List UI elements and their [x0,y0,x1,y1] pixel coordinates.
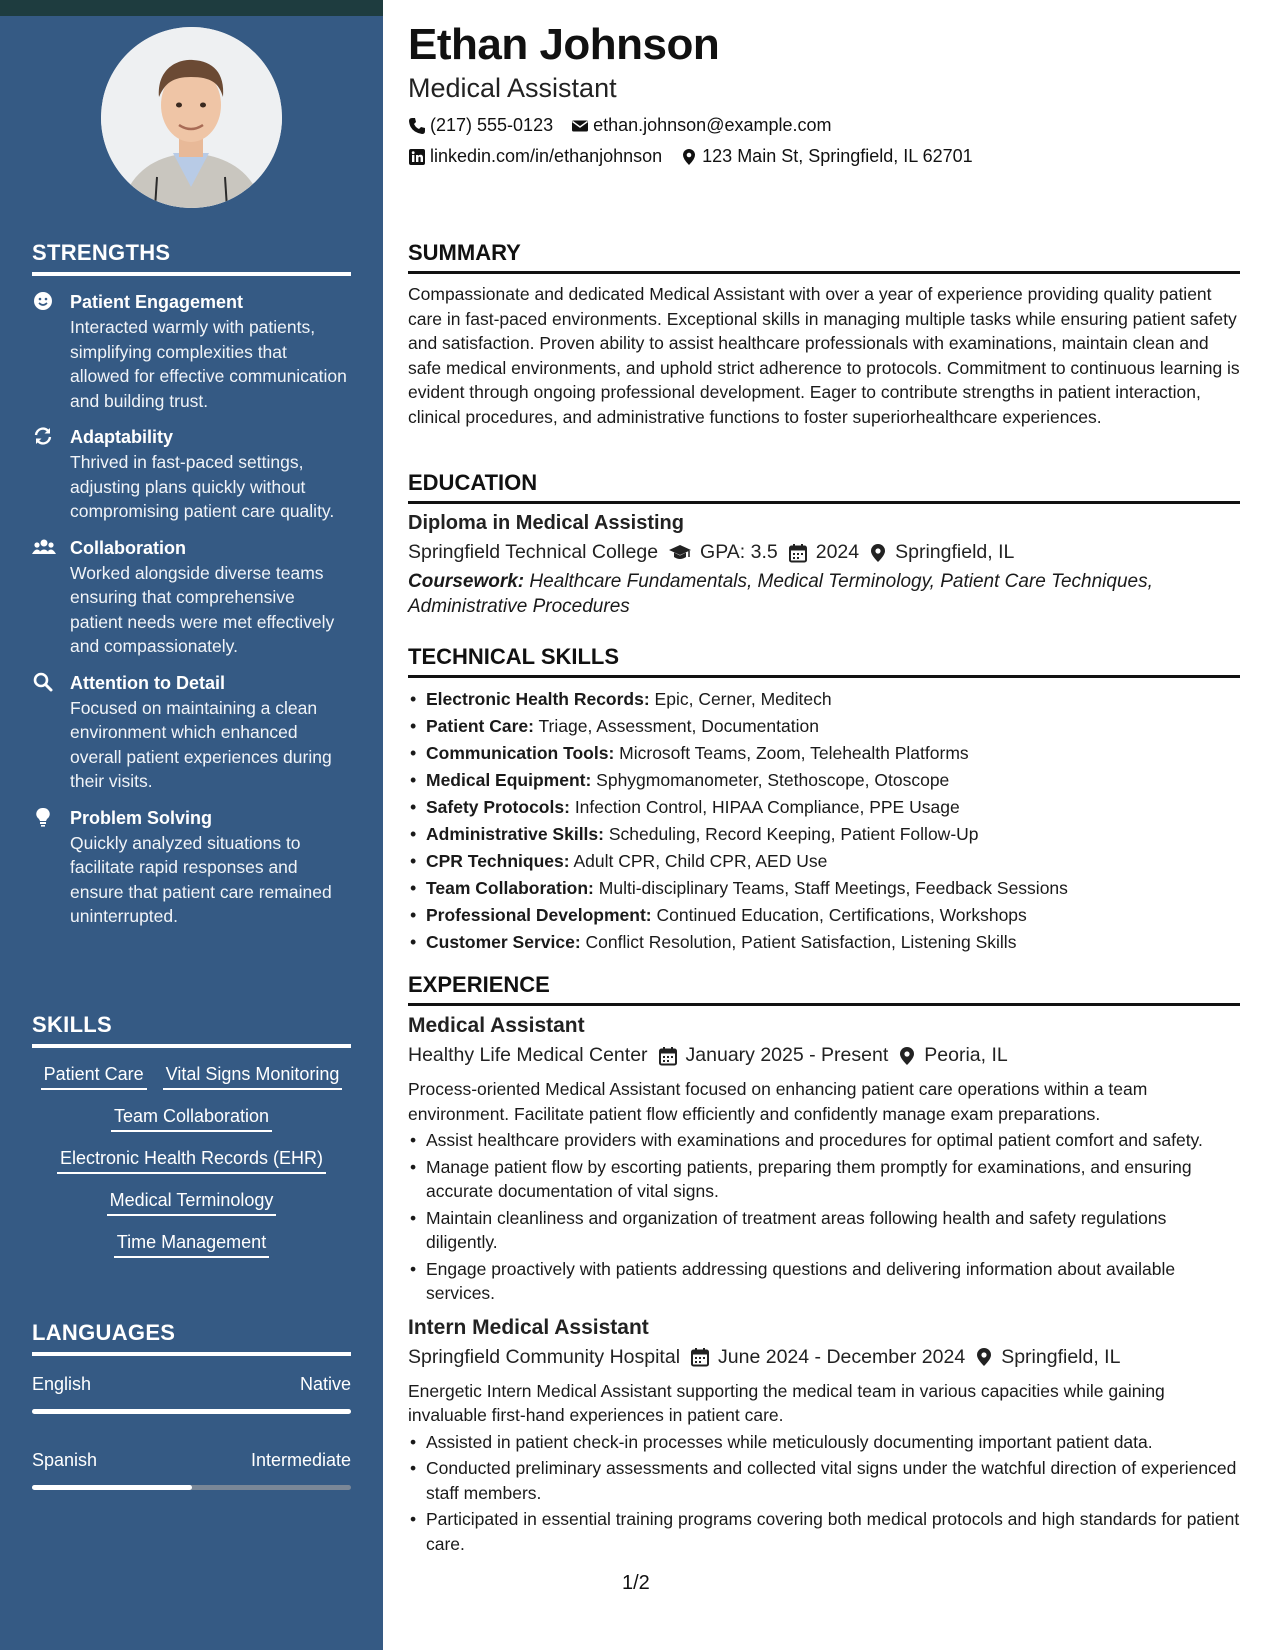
list-item [408,848,1240,875]
languages-title: LANGUAGES [32,1320,351,1356]
job-meta [408,1346,1240,1369]
language-row [32,1450,351,1471]
strength-name: Adaptability [70,427,174,447]
skill-tag: Electronic Health Records (EHR) [57,1146,326,1174]
technical-skills-list [408,686,1240,956]
coursework-text: Healthcare Fundamentals, Medical Terminology, Patient Care Techniques, Administrative Procedures [408,571,1153,617]
experience-section [408,972,1240,1558]
skill-label: Administrative Skills: [426,824,604,844]
lightbulb-icon [32,806,54,828]
strength-name: Patient Engagement [70,292,244,312]
job-title: Intern Medical Assistant [408,1315,649,1339]
strength-description: Focused on maintaining a clean environment which enhanced overall patient experiences during their visits. [70,697,332,791]
strength-item [32,290,351,413]
skills-title: SKILLS [32,1012,351,1048]
skill-value: Epic, Cerner, Meditech [654,689,832,709]
skills-list [32,1062,351,1258]
skill-tag: Medical Terminology [107,1188,277,1216]
list-item [408,740,1240,767]
skills-section [32,1012,351,1258]
list-item: • Assisted in patient check-in processes while meticulously documenting important patient data. [408,1430,1240,1455]
strength-name: Attention to Detail [70,672,225,693]
job-bullets [408,1430,1240,1557]
skill-label: Professional Development: [426,905,652,925]
list-item [408,686,1240,713]
language-proficiency-bar [32,1485,351,1490]
year-text: 2024 [815,541,860,563]
skill-tag: Time Management [114,1230,269,1258]
strength-item [32,536,351,659]
contact-phone [408,115,553,136]
skill-value: Adult CPR, Child CPR, AED Use [573,851,828,871]
dates-item [658,1044,889,1067]
phone-text: (217) 555-0123 [430,115,554,135]
linkedin-icon [408,148,426,166]
page-number: 1/2 [622,1572,650,1594]
linkedin-text: linkedin.com/in/ethanjohnson [430,146,663,166]
map-pin-icon [680,148,698,166]
skill-value: Triage, Assessment, Documentation [538,716,819,736]
summary-text: Compassionate and dedicated Medical Assistant with over a year of experience providing quality patient care in fast-paced environments. Exceptional skills in managing multiple tasks while ensuring patient safety and satisfaction. Proven ability to assist healthcare professionals with examinations, maintain clean and safe medical environments, and uphold strict adherence to protocols. Commitment to continuous learning is evident through ongoing professional development. Eager to contribute strengths in patient interaction, clinical procedures, and administrative functions to foster superiorhealthcare experiences. [408,284,1240,427]
calendar-icon [690,1347,710,1367]
sidebar-top-bar [0,0,383,16]
language-proficiency-fill [32,1485,192,1490]
candidate-title: Medical Assistant [408,73,617,103]
skill-value: Infection Control, HIPAA Compliance, PPE Usage [574,797,960,817]
school-name: Springfield Technical College [408,541,659,563]
list-item [408,902,1240,929]
summary-section [408,240,1240,429]
strengths-section [32,240,351,941]
job-meta [408,1044,1240,1067]
location-item [975,1346,1120,1369]
dates-text: January 2025 - Present [685,1044,889,1066]
education-meta [408,541,1240,564]
year-item [788,541,859,564]
skill-tag: Patient Care [41,1062,147,1090]
skill-tag: Vital Signs Monitoring [163,1062,343,1090]
summary-title: SUMMARY [408,240,1240,274]
strength-description: Thrived in fast-paced settings, adjusting plans quickly without compromising patient care quality. [70,452,335,521]
envelope-icon [571,117,589,135]
skill-label: Safety Protocols: [426,797,570,817]
list-item: • Participated in essential training programs covering both medical protocols and high standards for patient care. [408,1507,1240,1556]
list-item [408,767,1240,794]
map-pin-icon [898,1046,916,1066]
skill-tag: Team Collaboration [111,1104,272,1132]
list-item: • Manage patient flow by escorting patients, preparing them promptly for examinations, and ensuring accurate documentation of vital signs. [408,1155,1240,1204]
dates-item [690,1346,965,1369]
language-level: Intermediate [250,1450,351,1470]
profile-photo [101,27,282,208]
list-item [408,821,1240,848]
contact-row [408,146,973,167]
skill-value: Microsoft Teams, Zoom, Telehealth Platforms [619,743,969,763]
gpa-text: GPA: 3.5 [700,541,778,563]
list-item [408,794,1240,821]
job-bullets [408,1128,1240,1306]
education-section [408,470,1240,619]
strength-item [32,806,351,929]
calendar-icon [788,543,808,563]
skill-value: Continued Education, Certifications, Workshops [656,905,1027,925]
education-title: EDUCATION [408,470,1240,504]
dates-text: June 2024 - December 2024 [718,1345,966,1368]
job-summary: Process-oriented Medical Assistant focused on enhancing patient care operations within a team environment. Facilitate patient flow efficiently and confidently manage exam preparations. [408,1079,1148,1124]
strength-description: Quickly analyzed situations to facilitate rapid responses and ensure that patient care remained uninterrupted. [70,832,332,926]
email-text: ethan.johnson@example.com [593,115,832,135]
degree-title: Diploma in Medical Assisting [408,512,684,534]
users-icon [32,536,54,558]
location-text: Springfield, IL [1001,1345,1121,1368]
location-text: Springfield, IL [895,541,1015,563]
experience-title: EXPERIENCE [408,972,1240,1006]
smile-icon [32,290,54,312]
map-pin-icon [869,543,887,563]
location-item [869,541,1014,564]
list-item: • Maintain cleanliness and organization of treatment areas following health and safety regulations diligently. [408,1206,1240,1255]
skill-label: Communication Tools: [426,743,615,763]
skill-label: Customer Service: [426,932,581,952]
languages-section [32,1320,351,1526]
list-item [408,713,1240,740]
coursework-label: Coursework: [408,571,525,592]
coursework [408,570,1240,619]
graduation-cap-icon [668,543,692,563]
skill-label: Patient Care: [426,716,534,736]
job-entry [408,1014,1240,1306]
company-name: Springfield Community Hospital [408,1345,681,1368]
contact-linkedin[interactable] [408,146,662,167]
search-icon [32,671,54,693]
list-item: • Assist healthcare providers with examinations and procedures for optimal patient comfort and safety. [408,1128,1240,1153]
list-item [408,875,1240,902]
language-row [32,1374,351,1395]
language-proficiency-bar [32,1409,351,1414]
map-pin-icon [975,1347,993,1367]
language-name: Spanish [32,1450,98,1470]
skill-value: Conflict Resolution, Patient Satisfaction, Listening Skills [585,932,1017,952]
strength-item [32,425,351,524]
list-item: • Conducted preliminary assessments and collected vital signs under the watchful direction of experienced staff members. [408,1456,1240,1505]
strength-name: Problem Solving [70,807,213,828]
contact-row [408,115,832,136]
strength-name: Collaboration [70,537,186,558]
skill-label: Medical Equipment: [426,770,592,790]
language-level: Native [299,1374,351,1394]
strength-description: Interacted warmly with patients, simplifying complexities that allowed for effective communication and building trust. [70,317,347,411]
technical-skills-section [408,644,1240,956]
contact-email[interactable] [571,115,831,136]
skill-label: CPR Techniques: [426,851,570,871]
sidebar [0,0,383,1650]
location-text: Peoria, IL [924,1044,1008,1066]
candidate-name: Ethan Johnson [408,20,720,69]
calendar-icon [658,1046,678,1066]
language-proficiency-fill [32,1409,351,1414]
strength-item [32,671,351,794]
job-entry [408,1316,1240,1557]
skill-label: Team Collaboration: [426,878,594,898]
avatar [101,27,282,208]
skill-value: Sphygmomanometer, Stethoscope, Otoscope [596,770,950,790]
gpa-item [668,541,778,564]
skill-value: Scheduling, Record Keeping, Patient Follow-Up [608,824,979,844]
language-name: English [32,1374,92,1394]
list-item: • Engage proactively with patients addressing questions and delivering information about available services. [408,1257,1240,1306]
job-title: Medical Assistant [408,1014,585,1037]
skill-value: Multi-disciplinary Teams, Staff Meetings, Feedback Sessions [598,878,1068,898]
phone-icon [408,117,426,135]
list-item [408,929,1240,956]
address-text: 123 Main St, Springfield, IL 62701 [702,146,973,166]
skill-label: Electronic Health Records: [426,689,650,709]
location-item [898,1044,1007,1067]
strengths-title: STRENGTHS [32,240,351,276]
contact-address [680,146,973,167]
job-summary: Energetic Intern Medical Assistant supporting the medical team in various capacities while gaining invaluable first-hand experiences in patient care. [408,1380,1165,1425]
company-name: Healthy Life Medical Center [408,1044,648,1066]
sync-icon [32,425,54,447]
strength-description: Worked alongside diverse teams ensuring that comprehensive patient needs were met effectively and compassionately. [70,562,335,656]
technical-skills-title: TECHNICAL SKILLS [408,644,1240,678]
